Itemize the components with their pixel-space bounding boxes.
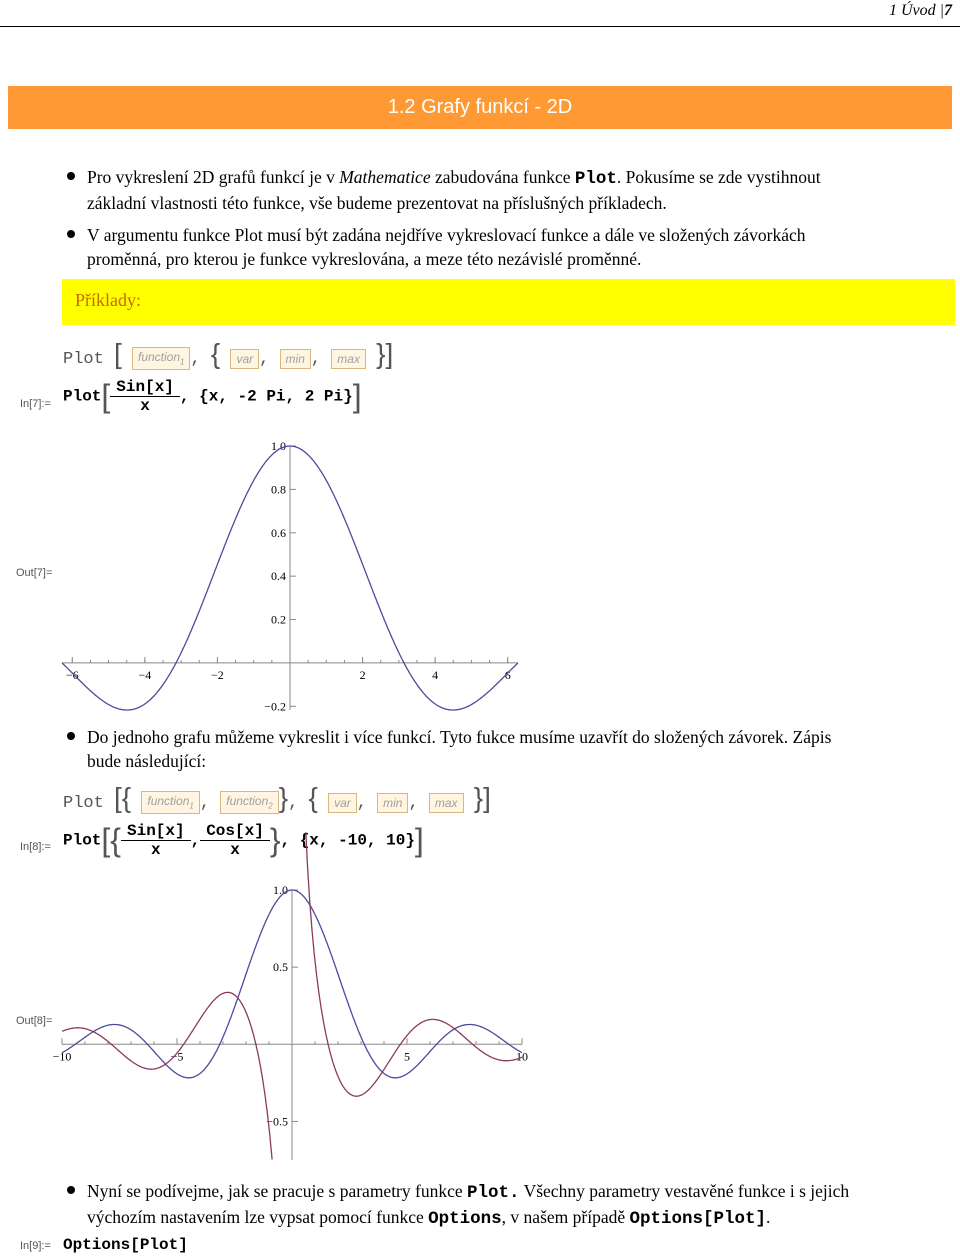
- x-tick-label: −10: [52, 1049, 72, 1064]
- bullet-1: [87, 165, 947, 215]
- template-head: Plot: [63, 794, 104, 813]
- numerator: Sin[x]: [126, 822, 185, 840]
- y-tick-label: −0.2: [264, 699, 286, 714]
- bullet-icon: [67, 1186, 75, 1194]
- placeholder-var[interactable]: [328, 793, 357, 813]
- x-tick-label: 6: [504, 667, 511, 682]
- ph-text: function: [147, 794, 190, 809]
- cell-label-in7: In[7]:=: [20, 398, 51, 410]
- placeholder-min[interactable]: [377, 793, 408, 813]
- code-inline: Plot.: [467, 1183, 520, 1203]
- text: zabudována funkce: [430, 167, 575, 187]
- ph-text: function: [138, 350, 181, 365]
- code-head: Plot: [63, 387, 102, 406]
- denominator: x: [121, 840, 191, 859]
- section-name: Úvod: [900, 2, 936, 19]
- ph-text: var: [334, 795, 351, 810]
- x-tick-label: −4: [138, 667, 152, 682]
- section-banner: [8, 86, 952, 129]
- ph-text: max: [337, 351, 360, 366]
- text: .: [766, 1207, 771, 1227]
- cell-label-in9: In[9]:=: [20, 1240, 51, 1252]
- text: V argumentu funkce Plot musí být zadána nejdříve vykreslovací funkce a dále ve složených závorkách: [87, 225, 806, 245]
- input-cell-9[interactable]: Options[Plot]: [63, 1236, 188, 1254]
- placeholder-function[interactable]: [132, 347, 190, 369]
- x-tick-label: 10: [516, 1049, 528, 1064]
- numerator: Sin[x]: [116, 378, 174, 396]
- placeholder-var[interactable]: [230, 349, 259, 369]
- code-head: Plot: [63, 831, 102, 850]
- input-cell-7[interactable]: Plot[ $\frac{\text{Sin[x]}}{x}$ , {x, -2 Pi, 2 Pi}]: [63, 378, 362, 415]
- y-tick-label: −0.5: [266, 1114, 288, 1129]
- text: základní vlastnosti této funkce, vše budeme prezentovat na příslušných příkladech.: [87, 193, 667, 213]
- y-tick-label: 0.4: [271, 569, 286, 584]
- bullet-4: [87, 1179, 947, 1231]
- text: proměnná, pro kterou je funkce vykreslována, a meze této nezávislé proměnné.: [87, 249, 642, 269]
- page-header: 1 Úvod |7: [888, 2, 952, 19]
- placeholder-function2[interactable]: [220, 791, 278, 813]
- x-tick-label: −5: [170, 1049, 184, 1064]
- fraction: [110, 378, 180, 415]
- plot-template-1: Plot [ function$_1$ , { var , min , max }]: [63, 338, 394, 369]
- y-tick-label: 1.0: [271, 439, 286, 453]
- y-tick-label: 0.2: [271, 612, 286, 627]
- page-number: 1: [888, 2, 897, 19]
- denominator: x: [110, 396, 180, 415]
- y-tick-label: 0.6: [271, 525, 286, 540]
- fraction-2: [200, 822, 270, 859]
- plot-sinc-cosc: [52, 878, 535, 1168]
- text: Do jednoho grafu můžeme vykreslit i více funkcí. Tyto fukce musíme uzavřít do složených závorek. Zápis: [87, 727, 832, 747]
- numerator: Cos[x]: [206, 822, 264, 840]
- placeholder-max[interactable]: [331, 349, 366, 369]
- ph-text: var: [236, 351, 254, 366]
- placeholder-max[interactable]: [429, 793, 464, 813]
- bullet-icon: [67, 230, 75, 238]
- y-tick-label: 0.8: [271, 482, 286, 497]
- ph-sub: 2: [268, 801, 273, 811]
- code-args: , {x, -2 Pi, 2 Pi}: [179, 387, 353, 406]
- code-inline: Options[Plot]: [629, 1209, 767, 1229]
- ph-text: max: [434, 795, 458, 810]
- input-cell-8[interactable]: Plot[{ $\frac{\text{Sin[x]}}{x}$ , $\frac{\text{Cos[x]}}{x}$ }, {x, -10, 10}]: [63, 822, 424, 859]
- template-head: Plot: [63, 350, 104, 369]
- x-tick-label: 5: [404, 1049, 410, 1064]
- x-tick-label: −6: [65, 667, 79, 682]
- cell-label-in8: In[8]:=: [20, 841, 51, 853]
- ph-sub: 1: [189, 801, 194, 811]
- x-tick-label: −2: [211, 667, 224, 682]
- ph-sub: 1: [180, 357, 185, 367]
- code-args: , {x, -10, 10}: [280, 831, 415, 850]
- text-italic: Mathematice: [339, 167, 431, 187]
- cell-label-out8: Out[8]=: [16, 1015, 53, 1027]
- cell-label-out7: Out[7]=: [16, 567, 53, 579]
- text: . Pokusíme se zde vystihnout: [616, 167, 821, 187]
- text: výchozím nastavením lze vypsat pomocí funkce: [87, 1207, 429, 1227]
- placeholder-min[interactable]: [280, 349, 311, 369]
- bullet-2: [87, 223, 947, 271]
- code-inline: Options: [428, 1209, 502, 1229]
- text: Všechny parametry vestavěné funkce i s jejich: [519, 1181, 850, 1201]
- text: bude následující:: [87, 751, 207, 771]
- ph-text: min: [285, 351, 305, 366]
- ph-text: function: [226, 794, 269, 809]
- header-rule: [0, 26, 960, 27]
- examples-box: [62, 279, 955, 325]
- x-tick-label: 2: [359, 667, 366, 682]
- placeholder-function1[interactable]: [141, 791, 199, 813]
- code-inline: Plot: [574, 169, 617, 189]
- text: , v našem případě: [501, 1207, 630, 1227]
- bullet-icon: [67, 732, 75, 740]
- section-title: 1.2 Grafy funkcí - 2D: [387, 96, 573, 118]
- ph-text: min: [383, 795, 403, 810]
- page-number-right: 7: [944, 2, 952, 19]
- x-tick-label: 4: [432, 667, 439, 682]
- examples-label: Příklady:: [75, 290, 141, 310]
- text: Nyní se podívejme, jak se pracuje s parametry funkce: [87, 1181, 468, 1201]
- y-tick-label: 0.5: [273, 960, 288, 975]
- plot-sinc: [55, 430, 525, 720]
- y-tick-label: 1.0: [273, 883, 288, 897]
- bullet-3: [87, 725, 947, 773]
- denominator: x: [200, 840, 270, 859]
- bullet-icon: [67, 172, 75, 180]
- text: Pro vykreslení 2D grafů funkcí je v: [87, 167, 340, 187]
- plot-template-2: Plot [{ function$_1$ , function$_2$ }, { var , min , max }]: [63, 782, 491, 813]
- fraction-1: [121, 822, 191, 859]
